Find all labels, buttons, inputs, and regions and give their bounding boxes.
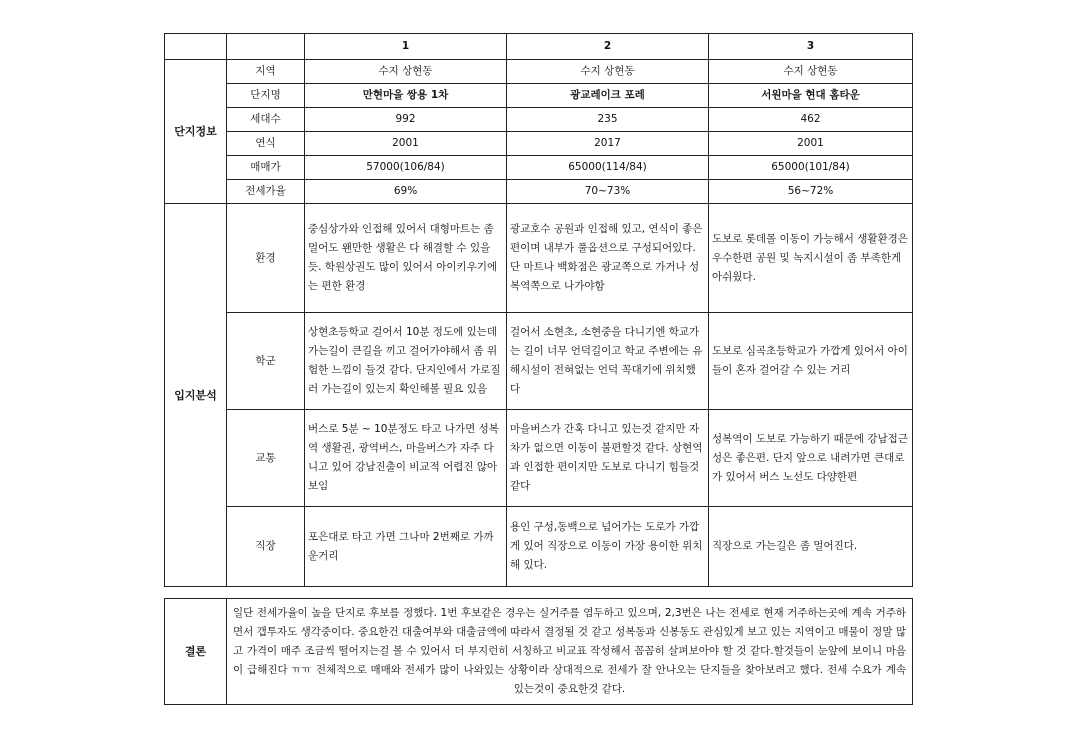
column-header-3: 3 [709, 34, 913, 60]
info-row-region [165, 60, 913, 84]
row-label-transport: 교통 [227, 410, 305, 507]
cell-complex-name-1: 만현마을 쌍용 1차 [305, 84, 507, 108]
cell-school-2: 걸어서 소현초, 소현중을 다니기엔 학교가는 길이 너무 언덕길이고 학교 주변에는 유해시설이 전혀없는 언덕 꼭대기에 위치했다 [507, 313, 709, 410]
cell-school-3: 도보로 심곡초등학교가 가깝게 있어서 아이들이 혼자 걸어갈 수 있는 거리 [709, 313, 913, 410]
cell-sale-price-1: 57000(106/84) [305, 156, 507, 180]
conclusion-text: 일단 전세가율이 높을 단지로 후보를 정했다. 1번 후보같은 경우는 실거주를 염두하고 있으며, 2,3번은 나는 전세로 현재 거주하는곳에 계속 거주하면서 갭투자도 생각중이다. 중요한건 대출여부와 대출금액에 따라서 결정될 것 같고 성복동과 신봉동도 관심있게 보고 있는 지역이고 매물이 정말 많고 가격이 매주 조금씩 떨어지는걸 볼 수 있어서 더 부지런히 서칭하고 비교표 작성해서 꼼꼼히 살펴보아야 할 것 같다.할것들이 눈앞에 보이니 마음이 급해진다 ㅠㅠ 전체적으로 매매와 전세가 많이 나와있는 상황이라 상대적으로 전세가 잘 안나오는 단지들을 찾아보려고 했다. 전세 수요가 계속 있는것이 중요한것 같다. [227, 599, 913, 705]
cell-school-1: 상현초등학교 걸어서 10분 정도에 있는데 가는길이 큰길을 끼고 걸어가야해서 좀 위험한 느낌이 들것 같다. 단지인에서 가로질러 가는길이 있는지 확인해볼 필요 있음 [305, 313, 507, 410]
cell-region-1: 수지 상현동 [305, 60, 507, 84]
info-row-complex-name [165, 84, 913, 108]
row-label-year: 연식 [227, 132, 305, 156]
row-label-jeonse-ratio: 전세가율 [227, 180, 305, 204]
cell-year-3: 2001 [709, 132, 913, 156]
row-label-complex-name: 단지명 [227, 84, 305, 108]
column-header-1: 1 [305, 34, 507, 60]
row-label-households: 세대수 [227, 108, 305, 132]
conclusion-table [164, 598, 913, 705]
cell-workplace-1: 포은대로 타고 가면 그나마 2번째로 가까운거리 [305, 507, 507, 587]
cell-jeonse-ratio-1: 69% [305, 180, 507, 204]
cell-environment-1: 중심상가와 인접해 있어서 대형마트는 좀 멀어도 왠만한 생활은 다 해결할 수 있을듯. 학원상권도 많이 있어서 아이키우기에는 편한 환경 [305, 204, 507, 313]
conclusion-row [165, 599, 913, 705]
section-conclusion: 결론 [165, 599, 227, 705]
analysis-row-transport [165, 410, 913, 507]
section-location-analysis: 입지분석 [165, 204, 227, 587]
cell-transport-3: 성복역이 도보로 가능하기 때문에 강남접근성은 좋은편. 단지 앞으로 내려가면 큰대로가 있어서 버스 노선도 다양한편 [709, 410, 913, 507]
section-complex-info: 단지정보 [165, 60, 227, 204]
cell-year-2: 2017 [507, 132, 709, 156]
cell-workplace-2: 용인 구성,동백으로 넘어가는 도로가 가깝게 있어 직장으로 이동이 가장 용이한 위치해 있다. [507, 507, 709, 587]
cell-workplace-3: 직장으로 가는길은 좀 멀어진다. [709, 507, 913, 587]
info-row-households [165, 108, 913, 132]
analysis-row-environment [165, 204, 913, 313]
row-label-environment: 환경 [227, 204, 305, 313]
row-label-sale-price: 매매가 [227, 156, 305, 180]
column-header-2: 2 [507, 34, 709, 60]
cell-year-1: 2001 [305, 132, 507, 156]
cell-complex-name-2: 광교레이크 포레 [507, 84, 709, 108]
row-label-school: 학군 [227, 313, 305, 410]
row-label-workplace: 직장 [227, 507, 305, 587]
cell-households-1: 992 [305, 108, 507, 132]
analysis-row-school [165, 313, 913, 410]
cell-households-3: 462 [709, 108, 913, 132]
cell-sale-price-2: 65000(114/84) [507, 156, 709, 180]
cell-environment-2: 광교호수 공원과 인접해 있고, 연식이 좋은편이며 내부가 풀옵션으로 구성되어있다. 단 마트나 백화점은 광교쪽으로 가거나 성복역쪽으로 나가야함 [507, 204, 709, 313]
cell-region-2: 수지 상현동 [507, 60, 709, 84]
cell-transport-1: 버스로 5분 ~ 10분정도 타고 나가면 성복역 생활권, 광역버스, 마을버스가 자주 다니고 있어 강남진출이 비교적 어렵진 않아보임 [305, 410, 507, 507]
header-row [165, 34, 913, 60]
comparison-table [164, 33, 913, 587]
row-label-region: 지역 [227, 60, 305, 84]
cell-transport-2: 마을버스가 간혹 다니고 있는것 같지만 자차가 없으면 이동이 불편할것 같다. 상현역과 인접한 편이지만 도보로 다니기 힘들것 같다 [507, 410, 709, 507]
info-row-sale-price [165, 156, 913, 180]
cell-sale-price-3: 65000(101/84) [709, 156, 913, 180]
analysis-row-workplace [165, 507, 913, 587]
cell-households-2: 235 [507, 108, 709, 132]
cell-jeonse-ratio-2: 70~73% [507, 180, 709, 204]
info-row-year [165, 132, 913, 156]
cell-jeonse-ratio-3: 56~72% [709, 180, 913, 204]
header-blank-1 [165, 34, 227, 60]
header-blank-2 [227, 34, 305, 60]
info-row-jeonse-ratio [165, 180, 913, 204]
cell-environment-3: 도보로 롯데몰 이동이 가능해서 생활환경은 우수한편 공원 및 녹지시설이 좀 부족한게 아쉬웠다. [709, 204, 913, 313]
cell-complex-name-3: 서원마을 현대 홈타운 [709, 84, 913, 108]
cell-region-3: 수지 상현동 [709, 60, 913, 84]
